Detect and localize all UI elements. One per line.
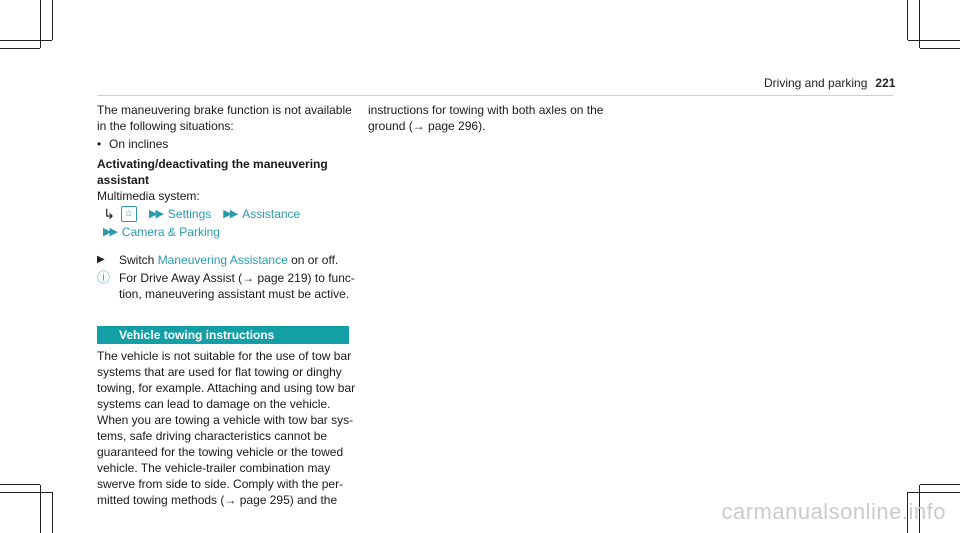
step-prefix: Switch	[119, 253, 155, 267]
note-line: For Drive Away Assist (→ page 219) to func-	[119, 271, 355, 285]
menu-camera-parking[interactable]: Camera & Parking	[121, 225, 220, 239]
text-line: towing, for example. Attaching and using tow bar	[97, 381, 356, 395]
note-text	[119, 270, 355, 302]
section-title-bar: Vehicle towing instructions	[97, 326, 349, 344]
step-suffix: on or off.	[291, 253, 339, 267]
text-line: The vehicle is not suitable for the use of tow bar	[97, 349, 352, 363]
double-chevron-icon: ▶▶	[223, 208, 237, 220]
crop-mark	[52, 492, 53, 533]
running-header	[764, 76, 895, 90]
text-line: When you are towing a vehicle with tow bar sys-	[97, 413, 354, 427]
crop-mark	[0, 484, 40, 485]
header-divider	[97, 95, 893, 96]
option-maneuvering-assistance[interactable]: Maneuvering Assistance	[157, 253, 288, 267]
menu-path	[97, 206, 357, 222]
info-note	[97, 270, 357, 302]
bullet-icon: •	[97, 137, 102, 151]
double-chevron-icon: ▶▶	[103, 226, 116, 238]
crop-mark	[908, 492, 960, 493]
intro-text: The maneuvering brake function is not available in the following situations:	[97, 103, 352, 133]
text-line: systems that are used for flat towing or dinghy	[97, 365, 342, 379]
list-item	[97, 136, 357, 152]
text-line: systems can lead to damage on the vehicle.	[97, 397, 331, 411]
page-number: 221	[875, 76, 896, 90]
note-line: tion, maneuvering assistant must be active.	[119, 287, 350, 301]
subsection-heading: Activating/deactivating the maneuvering assistant	[97, 157, 328, 187]
menu-settings[interactable]: Settings	[167, 207, 212, 221]
path-start-arrow-icon: ↳	[103, 206, 115, 222]
text-line: instructions for towing with both axles on the	[368, 103, 604, 117]
header-section-title: Driving and parking	[764, 76, 868, 90]
list-item-text: On inclines	[109, 137, 169, 151]
step-triangle-icon: ▶	[97, 254, 105, 265]
crop-mark	[920, 484, 960, 485]
crop-mark	[52, 0, 53, 40]
right-column	[368, 102, 628, 134]
double-chevron-icon: ▶▶	[149, 208, 162, 220]
instruction-step	[97, 252, 357, 268]
crop-mark	[0, 492, 52, 493]
text-line: swerve from side to side. Comply with the per-	[97, 477, 344, 491]
text-line: mitted towing methods (→ page 295) and the	[97, 493, 338, 507]
left-column	[97, 102, 357, 508]
crop-mark	[920, 48, 960, 49]
menu-assistance[interactable]: Assistance	[242, 207, 301, 221]
info-icon: ⓘ	[97, 270, 111, 285]
text-line: vehicle. The vehicle-trailer combination may	[97, 461, 331, 475]
crop-mark	[0, 48, 40, 49]
system-label: Multimedia system:	[97, 189, 200, 203]
step-text	[119, 252, 338, 268]
crop-mark	[908, 40, 960, 41]
watermark: carmanualsonline.info	[721, 499, 946, 524]
text-line: ground (→ page 296).	[368, 119, 486, 133]
crop-mark	[0, 40, 52, 41]
menu-path-continued	[103, 224, 357, 240]
crop-mark	[907, 0, 908, 40]
home-icon[interactable]: ⌂	[121, 206, 137, 222]
towing-paragraph	[97, 348, 357, 508]
text-line: tems, safe driving characteristics cannot be	[97, 429, 328, 443]
text-line: guaranteed for the towing vehicle or the towed	[97, 445, 344, 459]
